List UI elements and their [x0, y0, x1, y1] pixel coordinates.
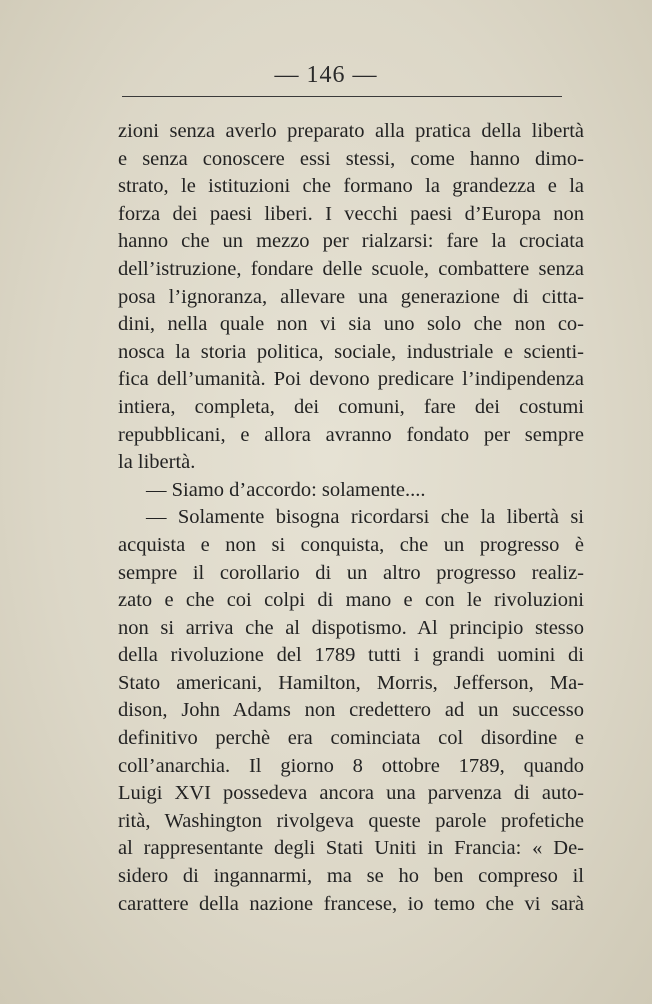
text-line: non si arriva che al dispotismo. Al principio stesso — [118, 616, 584, 639]
text-line: fica dell’umanità. Poi devono predicare l’indipendenza — [118, 368, 584, 391]
text-line: sidero di ingannarmi, ma se ho ben compreso il — [118, 865, 584, 888]
text-line: zioni senza averlo preparato alla pratica della libertà — [118, 120, 584, 142]
text-line: della rivoluzione del 1789 tutti i grandi uomini di — [118, 644, 584, 667]
text-line: sempre il corollario di un altro progresso realiz- — [118, 561, 584, 584]
text-line: repubblicani, e allora avranno fondato per sempre — [118, 423, 584, 446]
text-line: nosca la storia politica, sociale, industriale e scienti- — [118, 340, 584, 363]
text-line: intiera, completa, dei comuni, fare dei costumi — [118, 395, 584, 418]
text-line: dini, nella quale non vi sia uno solo che non co- — [118, 313, 584, 336]
text-line: forza dei paesi liberi. I vecchi paesi d’Europa non — [118, 202, 584, 225]
text-line: rità, Washington rivolgeva queste parole profetiche — [118, 809, 584, 832]
text-line: coll’anarchia. Il giorno 8 ottobre 1789, quando — [118, 754, 584, 777]
text-line: e senza conoscere essi stessi, come hanno dimo- — [118, 147, 584, 170]
page-number: — 146 — — [274, 62, 378, 88]
text-line: Stato americani, Hamilton, Morris, Jefferson, Ma- — [118, 671, 584, 694]
text-line: carattere della nazione francese, io temo che vi sarà — [118, 892, 584, 915]
text-line: la libertà. — [118, 451, 196, 474]
text-line: definitivo perchè era cominciata col disordine e — [118, 727, 584, 750]
text-line: posa l’ignoranza, allevare una generazione di citta- — [118, 285, 584, 308]
text-line: dison, John Adams non credettero ad un successo — [118, 699, 584, 722]
body-text — [118, 118, 584, 918]
text-line: hanno che un mezzo per rialzarsi: fare la crociata — [118, 230, 584, 253]
text-line: dell’istruzione, fondare delle scuole, combattere senza — [118, 257, 584, 280]
dialogue-line: — Siamo d’accordo: solamente.... — [146, 478, 426, 501]
dialogue-line: — Solamente bisogna ricordarsi che la libertà si — [146, 506, 584, 529]
text-line: Luigi XVI possedeva ancora una parvenza di auto- — [118, 782, 584, 805]
text-line: al rappresentante degli Stati Uniti in Francia: « De- — [118, 837, 584, 860]
text-line: acquista e non si conquista, che un progresso è — [118, 533, 584, 556]
text-line: strato, le istituzioni che formano la grandezza e la — [118, 175, 584, 198]
text-line: zato e che coi colpi di mano e con le rivoluzioni — [118, 589, 584, 612]
header-rule — [122, 96, 562, 97]
